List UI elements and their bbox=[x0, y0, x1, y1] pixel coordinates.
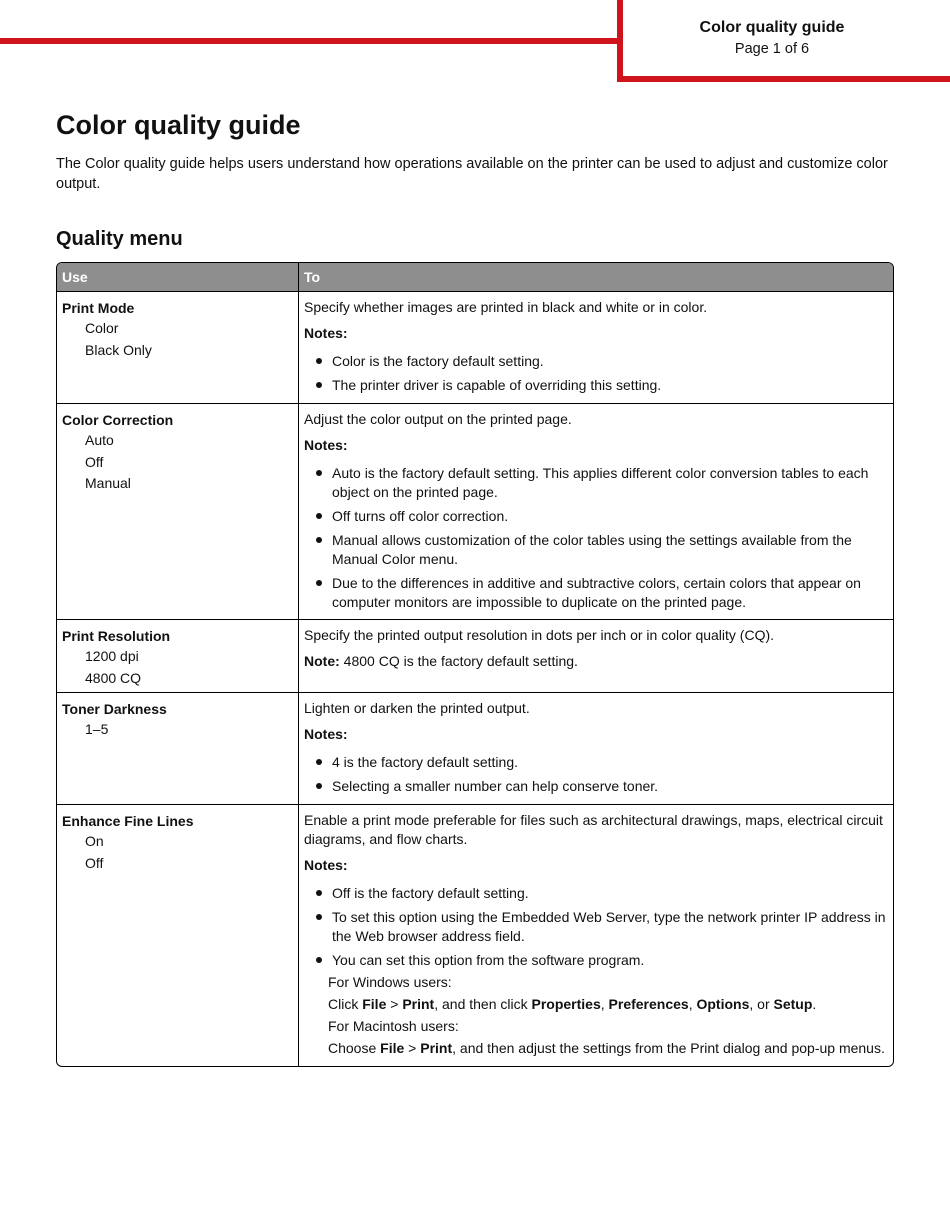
setting-name: Print Resolution bbox=[62, 628, 171, 644]
menu-print: Print bbox=[420, 1040, 453, 1056]
setting-option: Black Only bbox=[85, 341, 152, 358]
note-item: Manual allows customization of the color tables using the settings available from the Manual Color menu. bbox=[304, 531, 888, 569]
setting-description: Enable a print mode preferable for files such as architectural drawings, maps, electrical circuit diagrams, and flow charts. bbox=[304, 812, 883, 847]
setting-option: Manual bbox=[85, 475, 131, 491]
setting-option: Color bbox=[85, 320, 119, 336]
notes-list bbox=[304, 352, 888, 395]
note-item: Color is the factory default setting. bbox=[304, 352, 888, 371]
menu-preferences: Preferences bbox=[608, 996, 689, 1012]
setting-option: Auto bbox=[85, 432, 114, 448]
quality-menu-table bbox=[56, 262, 894, 1067]
header-red-line bbox=[0, 38, 622, 44]
note-item: Due to the differences in additive and subtractive colors, certain colors that appear on computer monitors are impossible to duplicate on the printed page. bbox=[304, 574, 888, 612]
note-item: The printer driver is capable of overriding this setting. bbox=[304, 376, 888, 395]
menu-print: Print bbox=[402, 996, 435, 1012]
setting-cell bbox=[57, 620, 299, 692]
notes-label: Notes: bbox=[304, 325, 348, 341]
table-header bbox=[57, 263, 893, 292]
setting-description: Lighten or darken the printed output. bbox=[304, 700, 530, 716]
setting-option: 4800 CQ bbox=[85, 669, 142, 686]
notes-label: Notes: bbox=[304, 857, 348, 873]
note-text: You can set this option from the software program. bbox=[332, 952, 645, 968]
section-title: Quality menu bbox=[56, 228, 183, 250]
header-page-number: Page 1 of 6 bbox=[734, 41, 810, 57]
menu-options: Options bbox=[696, 996, 750, 1012]
column-header-to: To bbox=[304, 269, 321, 285]
setting-cell bbox=[57, 292, 299, 403]
notes-list bbox=[304, 753, 888, 796]
setting-name: Print Mode bbox=[62, 300, 135, 316]
note-item: Selecting a smaller number can help conserve toner. bbox=[304, 777, 888, 796]
notes-list bbox=[304, 464, 888, 612]
menu-file: File bbox=[380, 1040, 405, 1056]
table-row-print-mode bbox=[57, 292, 893, 404]
notes-list bbox=[304, 884, 888, 1058]
table-row-print-resolution bbox=[57, 620, 893, 693]
note-text: 4800 CQ is the factory default setting. bbox=[343, 653, 578, 669]
header-title: Color quality guide bbox=[699, 19, 845, 36]
setting-option: 1200 dpi bbox=[85, 648, 139, 664]
setting-description: Specify whether images are printed in black and white or in color. bbox=[304, 299, 708, 315]
table-row-enhance-fine-lines bbox=[57, 805, 893, 1066]
menu-file: File bbox=[362, 996, 387, 1012]
setting-cell bbox=[57, 693, 299, 804]
description-cell bbox=[299, 404, 893, 619]
table-row-color-correction bbox=[57, 404, 893, 620]
notes-label: Notes: bbox=[304, 437, 348, 453]
setting-option: 1–5 bbox=[85, 721, 109, 737]
mac-label: For Macintosh users: bbox=[328, 1018, 459, 1034]
note-item: Off turns off color correction. bbox=[304, 507, 888, 526]
note-label: Note: bbox=[304, 653, 340, 669]
setting-option: Off bbox=[85, 854, 104, 871]
note-item bbox=[304, 951, 888, 1058]
description-cell bbox=[299, 620, 893, 692]
description-cell bbox=[299, 693, 893, 804]
windows-instructions: Click File > Print, and then click Properties, Preferences, Options, or Setup. bbox=[328, 996, 817, 1012]
windows-label: For Windows users: bbox=[328, 974, 452, 990]
setting-cell bbox=[57, 805, 299, 1066]
setting-cell bbox=[57, 404, 299, 619]
note-item: To set this option using the Embedded Web Server, type the network printer IP address in the Web browser address field. bbox=[304, 908, 888, 946]
setting-description: Specify the printed output resolution in dots per inch or in color quality (CQ). bbox=[304, 627, 775, 643]
note-item: Auto is the factory default setting. This applies different color conversion tables to each object on the printed page. bbox=[304, 464, 888, 502]
single-note bbox=[304, 652, 888, 671]
setting-name: Toner Darkness bbox=[62, 701, 167, 717]
setting-name: Enhance Fine Lines bbox=[62, 813, 194, 829]
setting-description: Adjust the color output on the printed page. bbox=[304, 411, 572, 427]
description-cell bbox=[299, 292, 893, 403]
note-item: Off is the factory default setting. bbox=[304, 884, 888, 903]
column-header-use: Use bbox=[57, 263, 299, 291]
setting-option: On bbox=[85, 833, 104, 849]
setting-name: Color Correction bbox=[62, 412, 174, 428]
table-row-toner-darkness bbox=[57, 693, 893, 805]
intro-paragraph: The Color quality guide helps users understand how operations available on the printer can be used to adjust and customize color output. bbox=[56, 156, 888, 192]
mac-instructions: Choose File > Print, and then adjust the settings from the Print dialog and pop-up menus. bbox=[328, 1040, 885, 1056]
description-cell bbox=[299, 805, 893, 1066]
note-item: 4 is the factory default setting. bbox=[304, 753, 888, 772]
menu-properties: Properties bbox=[531, 996, 601, 1012]
document-title: Color quality guide bbox=[56, 110, 301, 140]
setting-option: Off bbox=[85, 453, 104, 470]
notes-label: Notes: bbox=[304, 726, 348, 742]
menu-setup: Setup bbox=[773, 996, 813, 1012]
